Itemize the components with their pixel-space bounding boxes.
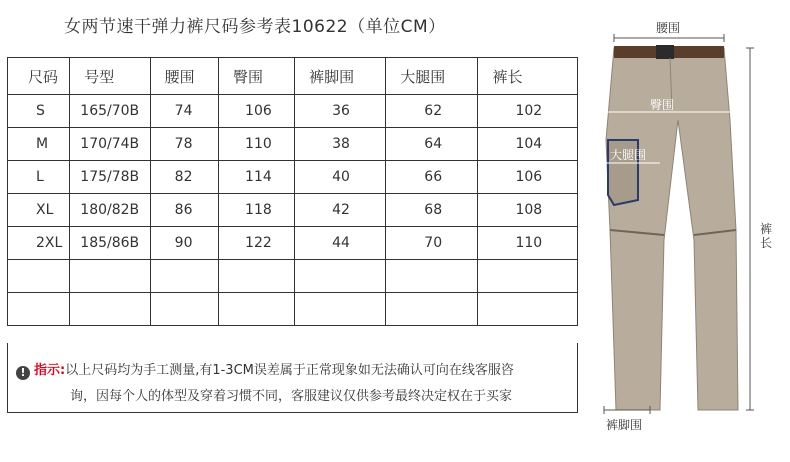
pants-diagram [590, 0, 790, 462]
page-title: 女两节速干弹力裤尺码参考表10622（单位CM） [64, 17, 446, 37]
note-text-1: 以上尺码均为手工测量,有1-3CM误差属于正常现象如无法确认可向在线客服咨 [65, 363, 514, 378]
table-cell [478, 293, 578, 326]
table-cell: 106 [219, 95, 295, 128]
table-cell: 40 [295, 161, 386, 194]
table-cell: 170/74B [70, 128, 150, 161]
hip-label: 臀围 [650, 98, 675, 112]
table-cell: 82 [150, 161, 218, 194]
table-cell: 42 [295, 194, 386, 227]
table-cell: 180/82B [70, 194, 150, 227]
header-cell: 裤长 [478, 58, 578, 95]
header-cell: 腰围 [150, 58, 218, 95]
table-cell: 38 [295, 128, 386, 161]
table-cell: M [8, 128, 70, 161]
belt-buckle [656, 45, 674, 59]
table-cell: 110 [478, 227, 578, 260]
table-cell: L [8, 161, 70, 194]
table-cell: 122 [219, 227, 295, 260]
thigh-label: 大腿围 [610, 148, 647, 162]
note-box [7, 343, 578, 413]
table-cell: S [8, 95, 70, 128]
table-cell [8, 260, 70, 293]
table-cell: 2XL [8, 227, 70, 260]
header-cell: 号型 [70, 58, 150, 95]
table-cell: 165/70B [70, 95, 150, 128]
table-cell: 114 [219, 161, 295, 194]
table-cell: 86 [150, 194, 218, 227]
table-cell: 118 [219, 194, 295, 227]
table-cell: 108 [478, 194, 578, 227]
size-chart-table [7, 57, 578, 326]
info-icon: ! [16, 366, 30, 380]
header-cell: 裤脚围 [295, 58, 386, 95]
table-cell: XL [8, 194, 70, 227]
table-cell: 68 [386, 194, 478, 227]
table-cell [386, 293, 478, 326]
table-row-empty [8, 293, 578, 326]
table-cell: 62 [386, 95, 478, 128]
table-cell: 175/78B [70, 161, 150, 194]
note-line-2: 询，因每个人的体型及穿着习惯不同，客服建议仅供参考最终决定权在于买家 [70, 389, 513, 404]
table-cell: 106 [478, 161, 578, 194]
table-cell: 104 [478, 128, 578, 161]
table-cell: 110 [219, 128, 295, 161]
table-row-empty [8, 260, 578, 293]
table-cell [150, 293, 218, 326]
table-cell: 185/86B [70, 227, 150, 260]
table-row [8, 194, 578, 227]
table-cell [295, 293, 386, 326]
table-cell: 102 [478, 95, 578, 128]
table-row [8, 95, 578, 128]
note-line-1 [16, 359, 514, 380]
table-row [8, 227, 578, 260]
table-cell: 64 [386, 128, 478, 161]
length-label: 裤长 [760, 222, 773, 250]
table-header-row [8, 58, 578, 95]
table-cell [70, 293, 150, 326]
table-cell: 70 [386, 227, 478, 260]
table-cell [150, 260, 218, 293]
table-cell [386, 260, 478, 293]
table-cell [219, 260, 295, 293]
table-cell: 44 [295, 227, 386, 260]
table-cell: 36 [295, 95, 386, 128]
table-row [8, 161, 578, 194]
header-cell: 大腿围 [386, 58, 478, 95]
hem-label: 裤脚围 [606, 418, 643, 432]
header-cell: 尺码 [8, 58, 70, 95]
table-cell [478, 260, 578, 293]
waist-label: 腰围 [656, 21, 681, 35]
table-cell: 78 [150, 128, 218, 161]
table-row [8, 128, 578, 161]
table-cell [8, 293, 70, 326]
table-cell [295, 260, 386, 293]
table-cell [70, 260, 150, 293]
table-cell: 74 [150, 95, 218, 128]
header-cell: 臀围 [219, 58, 295, 95]
note-label: 指示: [34, 363, 66, 378]
table-cell: 66 [386, 161, 478, 194]
table-cell: 90 [150, 227, 218, 260]
table-cell [219, 293, 295, 326]
